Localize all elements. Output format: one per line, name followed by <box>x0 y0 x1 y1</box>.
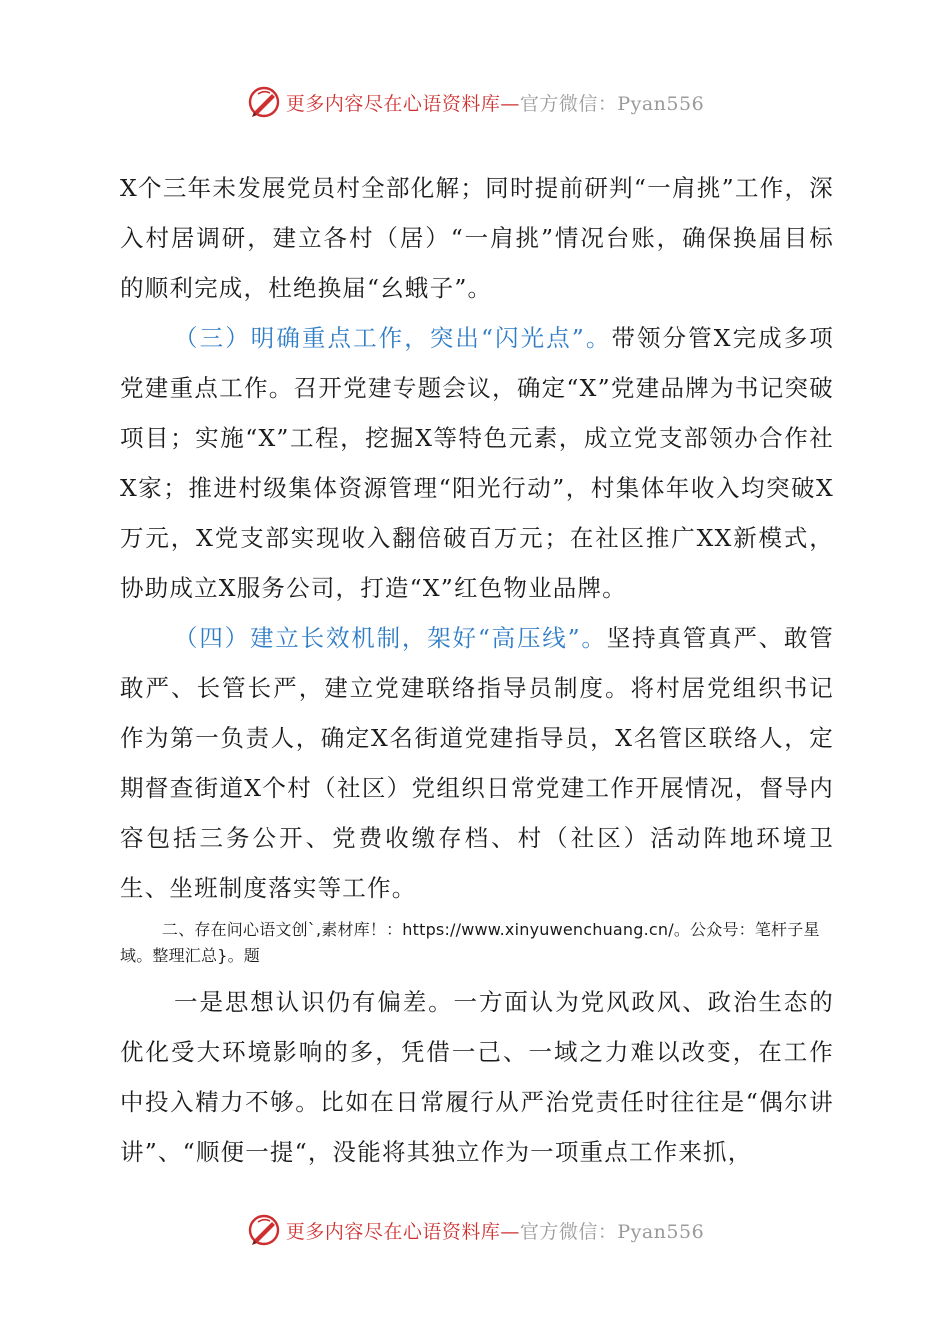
paragraph-4: 一是思想认识仍有偏差。一方面认为党风政风、政治生态的优化受大环境影响的多，凭借一己、一域之力难以改变，在工作中投入精力不够。比如在日常履行从严治党责任时往往是“偶尔讲讲”、“顺便一提“，没能将其独立作为一项重点工作来抓， <box>120 988 834 1166</box>
banner-sub-text: 官方微信：Pyan556 <box>519 1220 705 1243</box>
top-banner <box>0 82 950 122</box>
paragraph-2 <box>120 313 834 613</box>
banner-main-text: 更多内容尽在心语资料库— <box>285 1220 520 1243</box>
paragraph-3-body: 坚持真管真严、敢管敢严、长管长严，建立党建联络指导员制度。将村居党组织书记作为第一负责人，确定X名街道党建指导员，X名管区联络人，定期督查街道X个村（社区）党组织日常党建工作开展情况，督导内容包括三务公开、党费收缴存档、村（社区）活动阵地环境卫生、坐班制度落实等工作。 <box>120 624 834 902</box>
bottom-banner <box>0 1210 950 1250</box>
pen-logo-icon <box>246 1212 282 1248</box>
pen-logo-icon <box>246 84 282 120</box>
banner-main-text: 更多内容尽在心语资料库— <box>285 92 520 115</box>
document-body <box>120 163 834 1177</box>
banner-sub-text: 官方微信：Pyan556 <box>519 92 705 115</box>
paragraph-3 <box>120 613 834 913</box>
paragraph-2-body: 带领分管X完成多项党建重点工作。召开党建专题会议，确定“X”党建品牌为书记突破项目；实施“X”工程，挖掘X等特色元素，成立党支部领办合作社X家；推进村级集体资源管理“阳光行动”，村集体年收入均突破X万元，X党支部实现收入翻倍破百万元；在社区推广XX新模式，协助成立X服务公司，打造“X”红色物业品牌。 <box>120 324 834 602</box>
banner-text <box>286 1217 704 1244</box>
section-heading-4: （四）建立长效机制，架好“高压线”。 <box>174 624 607 652</box>
section-heading-3: （三）明确重点工作，突出“闪光点”。 <box>174 324 612 352</box>
paragraph-1: X个三年未发展党员村全部化解；同时提前研判“一肩挑”工作，深入村居调研，建立各村（居）“一肩挑”情况台账，确保换届目标的顺利完成，杜绝换届“幺蛾子”。 <box>120 174 834 302</box>
banner-text <box>286 89 704 116</box>
section-note: 二、存在问心语文创`,素材库！：https://www.xinyuwenchuang.cn/。公众号：笔杆子星域。整理汇总}。题 <box>120 920 820 965</box>
